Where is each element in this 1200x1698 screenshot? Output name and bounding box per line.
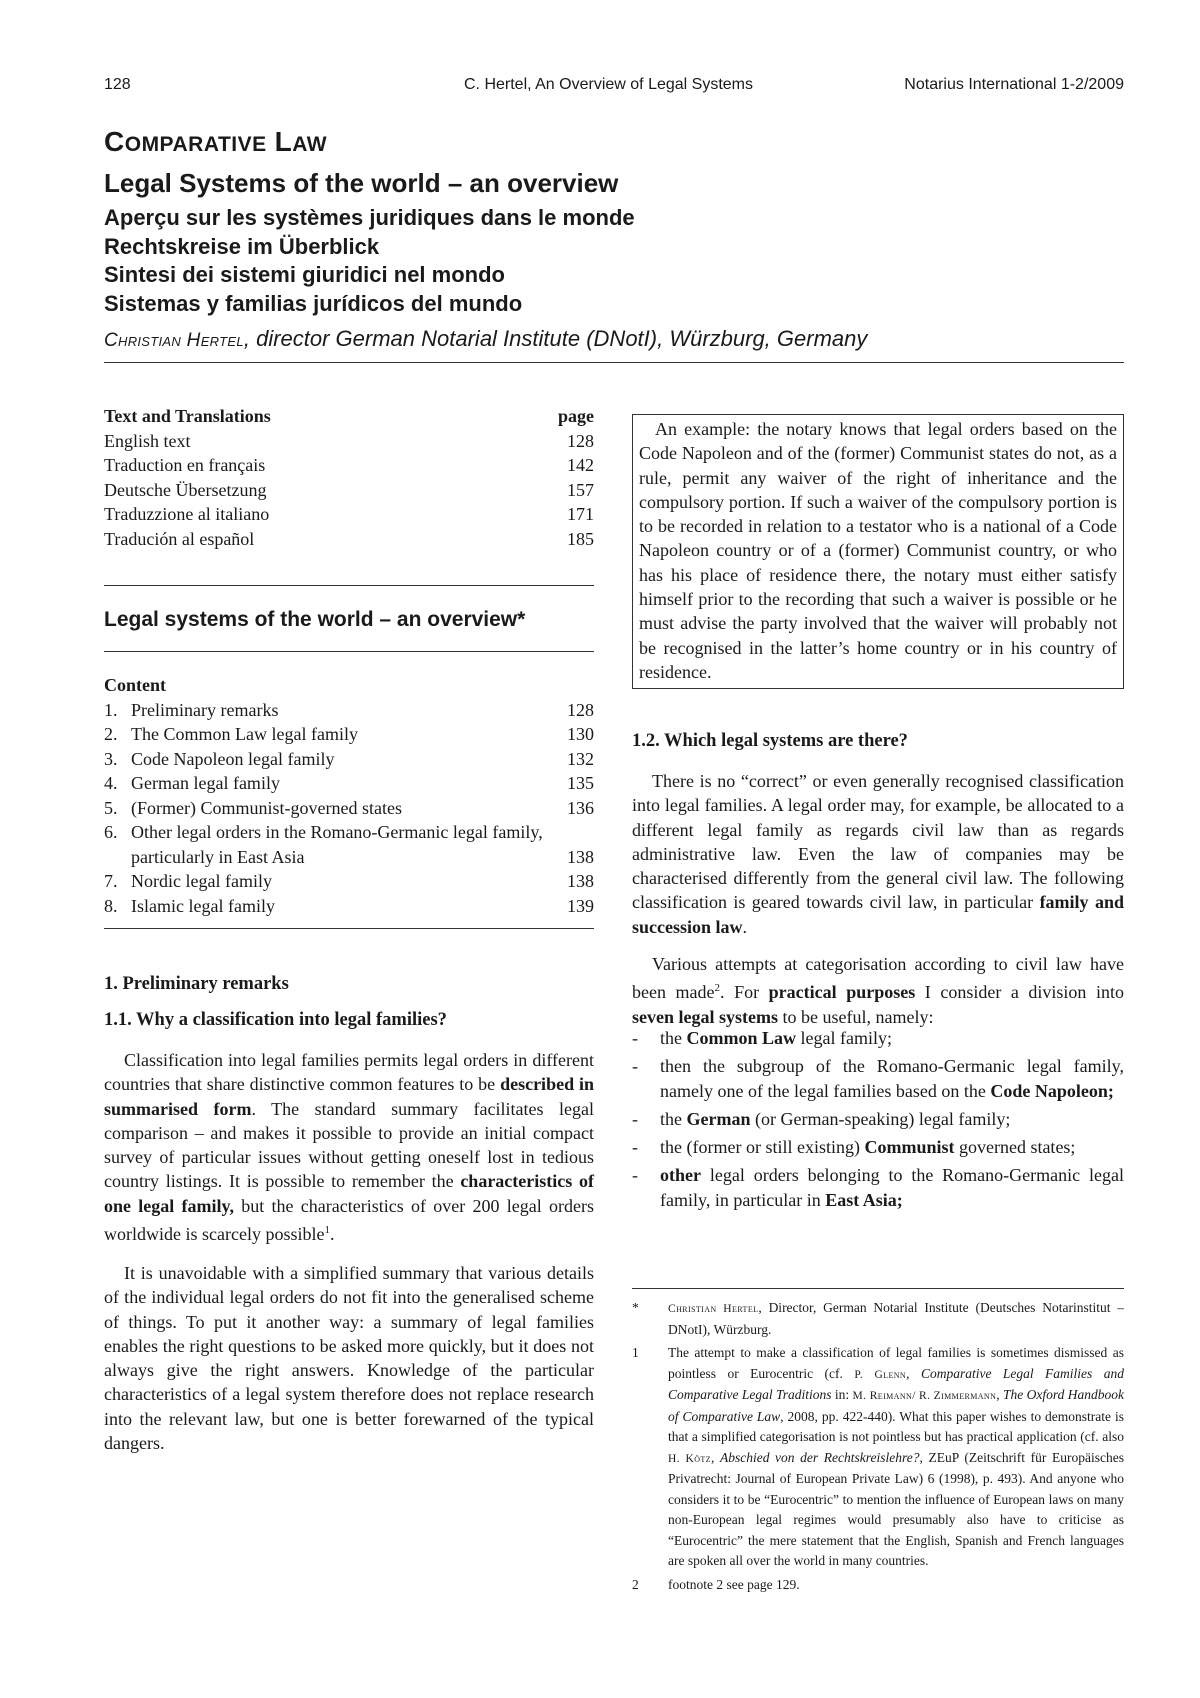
content-list <box>104 673 594 918</box>
divider <box>104 585 594 586</box>
paragraph: Various attempts at categorisation according to civil law have been made$^2$. For practical purposes I consider a division into seven legal systems to be useful, namely: <box>632 954 1124 1027</box>
title-english: Legal Systems of the world – an overview <box>104 168 619 198</box>
author-name: Christian Hertel <box>104 330 244 351</box>
example-text: An example: the notary knows that legal orders based on the Code Napoleon and of the (former) Communist states do not, as a rule, permit any waiver of the right of inheritance and the compulsory portion. If such a waiver of the compulsory portion is to be recorded in relation to a testator who is a national of a Code Napoleon country or of a (former) Communist country, or who has his place of residence there, the notary must either satisfy himself prior to the recording that such a waiver is possible or he must advise the party involved that the waiver will probably not be recognised in the latter’s home country or in his country of residence. <box>639 419 1117 682</box>
title-french: Aperçu sur les systèmes juridiques dans le monde <box>104 205 635 230</box>
content-title: Content <box>104 675 166 695</box>
subsection-heading: 1.1. Why a classification into legal families? <box>104 1010 447 1030</box>
running-header <box>104 76 1124 98</box>
translation-row[interactable]: Deutsche Übersetzung 157 <box>104 479 594 500</box>
title-italian: Sintesi dei sistemi giuridici nel mondo <box>104 262 505 287</box>
translation-row[interactable]: Tradución al español 185 <box>104 528 594 549</box>
list-item: - the Common Law legal family; <box>632 1028 892 1048</box>
example-box <box>632 414 1124 689</box>
translations-table <box>104 404 594 551</box>
divider <box>104 928 594 929</box>
subsection-heading: 1.2. Which legal systems are there? <box>632 731 908 751</box>
list-item: - the German (or German-speaking) legal family; <box>632 1108 1011 1129</box>
section-heading: 1. Preliminary remarks <box>104 974 289 994</box>
list-item: - other legal orders belonging to the Romano-Germanic legal family, in particular in East Asia; <box>632 1165 1124 1210</box>
paragraph: It is unavoidable with a simplified summary that various details of the individual legal orders do not fit into the generalised scheme of things. To put it another way: a summary of legal families enables the right questions to be asked more quickly, but it does not always give the right answers. Knowledge of the particular characteristics of a legal system therefore does not replace research into the relevant law, but one is better forewarned of the typical dangers. <box>104 1263 594 1454</box>
content-item[interactable]: 4. German legal family 135 <box>104 773 594 793</box>
content-item[interactable]: 2. The Common Law legal family 130 <box>104 724 594 744</box>
content-item[interactable]: 5. (Former) Communist-governed states 136 <box>104 797 594 818</box>
list-item: - the (former or still existing) Communist governed states; <box>632 1137 1076 1158</box>
translation-row[interactable]: Traduction en français 142 <box>104 455 594 475</box>
content-item[interactable]: 6. Other legal orders in the Romano-Germanic legal family, particularly in East Asia 138 <box>104 822 594 867</box>
title-german: Rechtskreise im Überblick <box>104 233 380 259</box>
overview-heading: Legal systems of the world – an overview* <box>104 608 526 631</box>
translations-header: Text and Translations page <box>104 406 594 426</box>
page-number: 128 <box>104 76 131 93</box>
content-item[interactable]: 1. Preliminary remarks 128 <box>104 699 594 720</box>
translation-row[interactable]: English text 128 <box>104 430 594 451</box>
footnote-ref[interactable]: 2 <box>714 982 721 995</box>
title-block <box>104 168 1124 318</box>
legal-systems-list <box>632 1026 1124 1216</box>
section-label: COMPARATIVE LAW <box>104 126 328 157</box>
footnotes <box>632 1298 1124 1598</box>
author-line <box>104 326 867 352</box>
footnote: 2 footnote 2 see page 129. <box>632 1576 800 1592</box>
list-item: - then the subgroup of the Romano-Germanic legal family, namely one of the legal families based on the Code Napoleon; <box>632 1056 1124 1101</box>
content-item[interactable]: 8. Islamic legal family 139 <box>104 895 594 916</box>
author-role: , director German Notarial Institute (DNotI), Würzburg, Germany <box>243 326 868 351</box>
content-item[interactable]: 7. Nordic legal family 138 <box>104 871 594 891</box>
content-item[interactable]: 3. Code Napoleon legal family 132 <box>104 748 594 769</box>
footnote-divider <box>632 1288 1124 1289</box>
title-spanish: Sistemas y familias jurídicos del mundo <box>104 290 523 316</box>
journal-issue: Notarius International 1-2/2009 <box>904 76 1124 93</box>
running-title: C. Hertel, An Overview of Legal Systems <box>464 76 753 93</box>
paragraph: There is no “correct” or even generally recognised classification into legal families. A legal order may, for example, be allocated to a different legal family as regards civil law than as regards administrative law. Even the law of companies may be characterised differently from the general civil law. The following classification is geared towards civil law, in particular family and succession law. <box>632 771 1124 937</box>
title-divider <box>104 362 1124 363</box>
paragraph: Classification into legal families permits legal orders in different countries that share distinctive common features to be described in summarised form. The standard summary facilitates legal comparison – and makes it possible to provide an initial compact survey of particular issues without getting oneself lost in tedious country listings. It is possible to remember the characteristics of one legal family, but the characteristics of over 200 legal orders worldwide is scarcely possible$^1$. <box>104 1050 594 1245</box>
footnote-ref[interactable]: 1 <box>324 1224 330 1237</box>
divider <box>104 651 594 652</box>
footnote: 1 The attempt to make a classification of legal families is sometimes dismissed as pointless or Eurocentric (cf. P. Glenn, Comparative Legal Families and Comparative Legal Traditions in: M. Reimann/ R. Zimmermann, The Oxford Handbook of Comparative Law, 2008, pp. 422-440). What this paper wishes to demonstrate is that a simplified categorisation is not pointless but has practical application (cf. also H. Kötz, Abschied von der Rechtskreislehre?, ZEuP (Zeitschrift für Europäisches Privatrecht: Journal of European Private Law) 6 (1998), p. 493). And anyone who considers it to be “Eurocentric” to mention the influence of European laws on many non-European legal regimes would presumably also have to criticise as “Eurocentric” the mere statement that the English, Spanish and French languages are spoken all over the world in many countries. <box>632 1345 1125 1568</box>
translation-row[interactable]: Traduzzione al italiano 171 <box>104 504 594 524</box>
footnote: * Christian Hertel, Director, German Notarial Institute (Deutsches Notarinstitut – DNotI), Würzburg. <box>632 1300 1124 1337</box>
